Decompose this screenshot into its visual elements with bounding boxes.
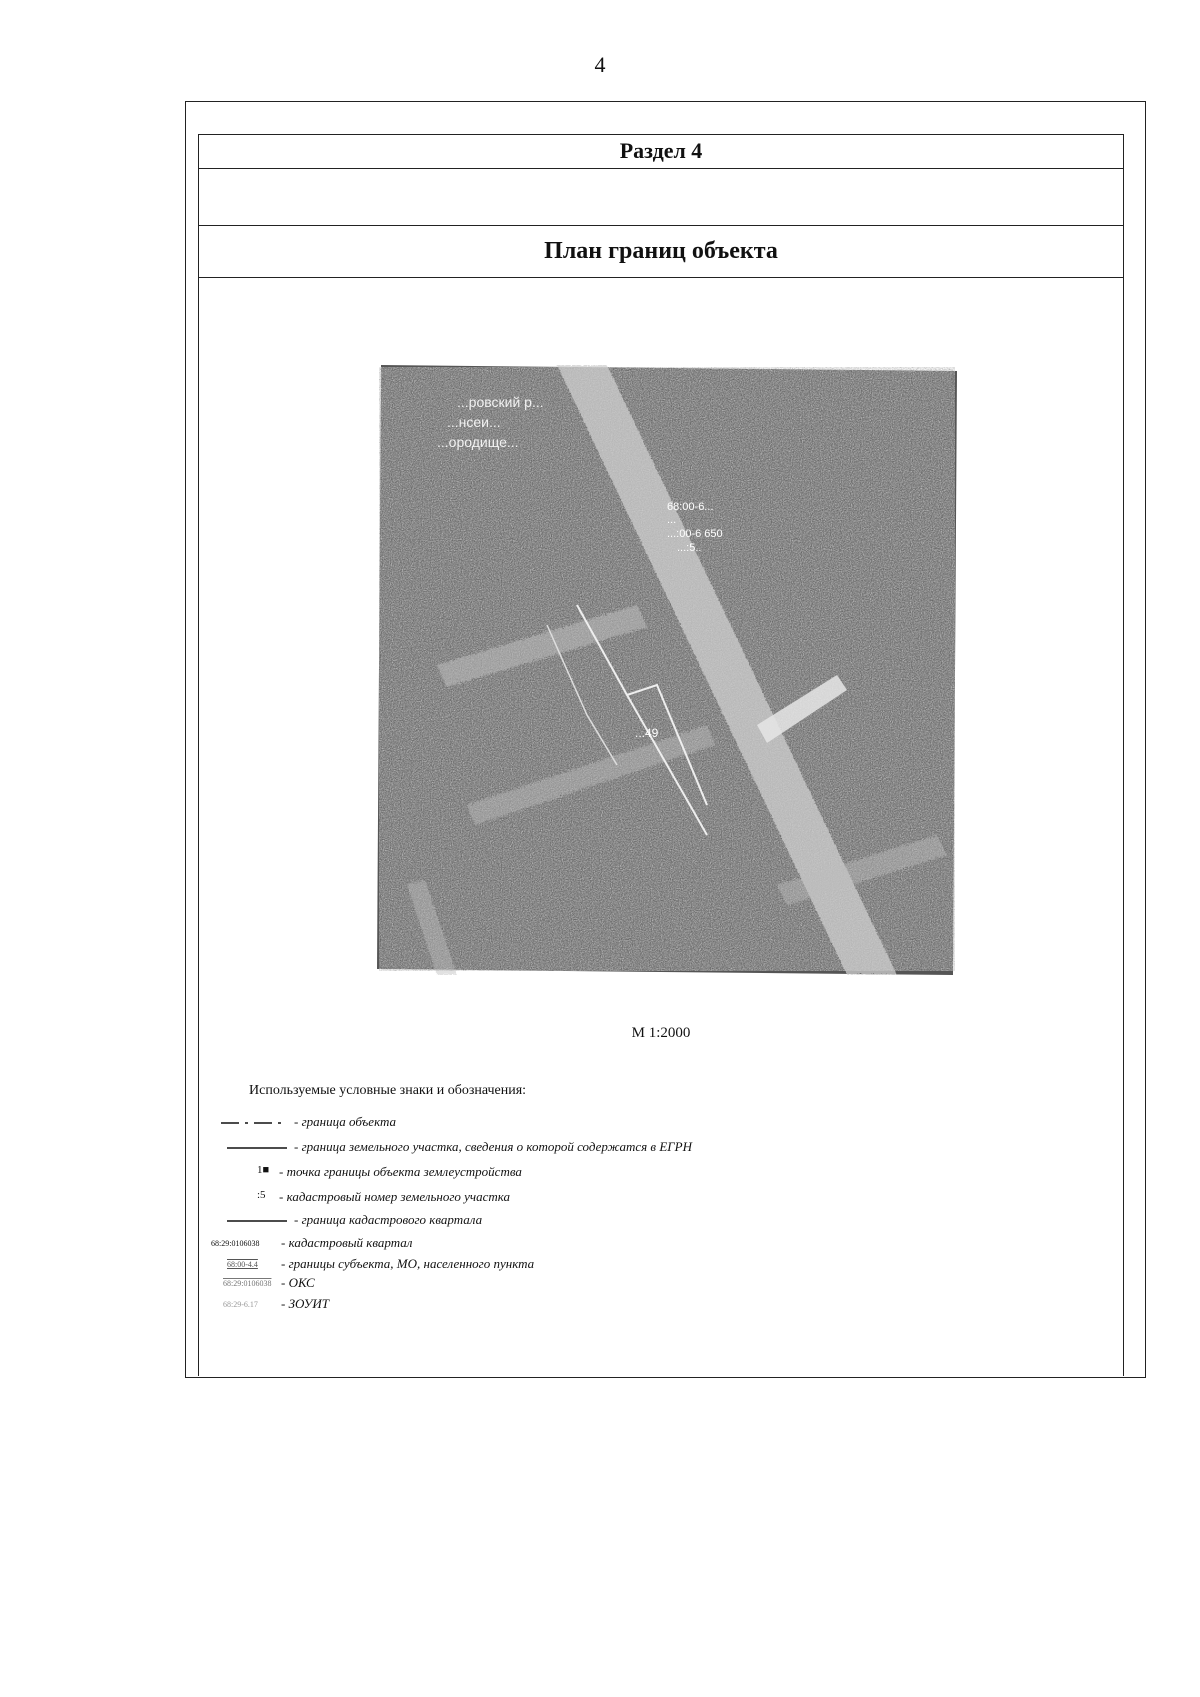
map-label: ...:5.. [677, 542, 702, 554]
map-label: ...49 [635, 726, 659, 740]
solid-line-symbol [219, 1211, 289, 1231]
map-label: ...ровский р... [457, 394, 544, 410]
zouit-symbol: 68:29-6.17 [223, 1300, 258, 1309]
legend-title: Используемые условные знаки и обозначения: [249, 1083, 527, 1098]
legend-text: - граница земельного участка, сведения о которой содержатся в ЕГРН [294, 1139, 692, 1154]
legend-text: - ЗОУИТ [281, 1296, 330, 1311]
map-label: ...ородище... [437, 434, 519, 450]
dash-dot-line-symbol [219, 1113, 289, 1133]
solid-line-symbol [219, 1138, 289, 1158]
map-scale: М 1:2000 [631, 1025, 691, 1041]
boundary-subject-symbol: 68:00-4.4 [227, 1260, 258, 1269]
aerial-map-image [377, 365, 957, 975]
legend-text: - граница кадастрового квартала [294, 1212, 483, 1227]
plan-title: План границ объекта [199, 226, 1123, 278]
cadastral-number-symbol: :5 [257, 1189, 266, 1201]
legend-text: - точка границы объекта землеустройства [279, 1164, 522, 1179]
empty-row [199, 169, 1123, 226]
map-label: ...:00-6 650 [667, 528, 723, 540]
aerial-map-svg [377, 365, 957, 975]
point-symbol: 1■ [257, 1164, 270, 1176]
map-label: 68:00-6... [667, 501, 714, 513]
page-number: 4 [594, 52, 606, 77]
legend-text: - ОКС [281, 1275, 315, 1290]
oks-symbol: 68:29:0106038 [223, 1279, 272, 1288]
section-frame [198, 134, 1124, 1376]
legend-text: - кадастровый квартал [281, 1235, 413, 1250]
legend-text: - граница объекта [294, 1114, 397, 1129]
map-label: ... [667, 514, 677, 526]
legend-text: - границы субъекта, МО, населенного пункта [281, 1256, 535, 1271]
section-title: Раздел 4 [199, 135, 1123, 169]
cadastral-quarter-symbol: 68:29:0106038 [211, 1239, 260, 1248]
map-label: ...нсеи... [447, 414, 501, 430]
legend-text: - кадастровый номер земельного участка [279, 1189, 511, 1204]
